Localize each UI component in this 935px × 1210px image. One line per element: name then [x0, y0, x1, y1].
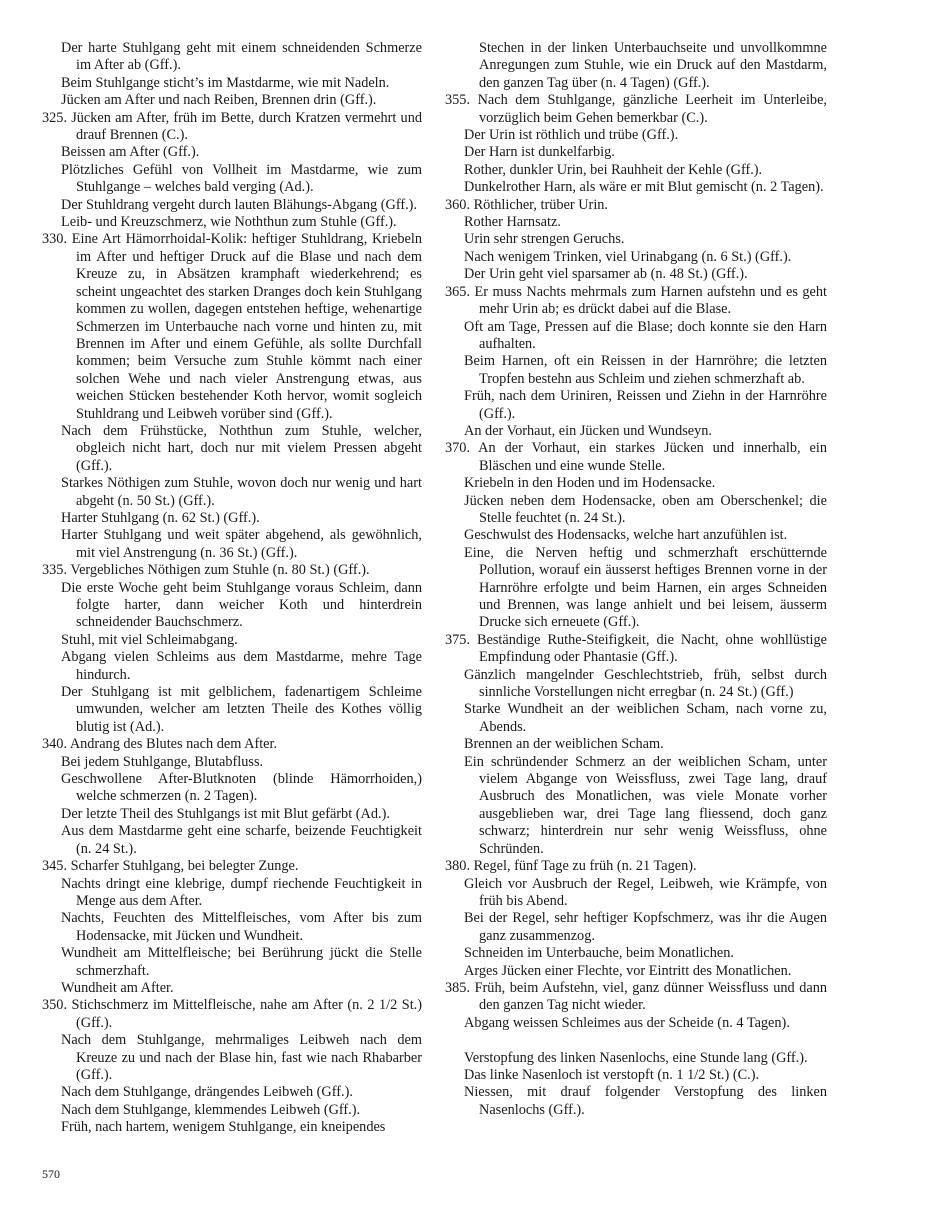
entry-number: 375. [445, 631, 477, 648]
entry-text: Verstopfung des linken Nasenlochs, eine Stunde lang (Gff.). [464, 1049, 808, 1066]
entry-text: Geschwulst des Hodensacks, welche hart anzufühlen ist. [464, 527, 788, 544]
entry-text: Röthlicher, trüber Urin. [473, 196, 609, 213]
symptom-entry [445, 440, 827, 475]
entry-text: Der Stuhlgang ist mit gelblichem, fadenartigem Schleime umwunden, welcher am letzten Theile des Kothes völlig blutig ist (Ad.). [61, 684, 422, 735]
symptom-entry [42, 997, 422, 1032]
entry-text: Das linke Nasenloch ist verstopft (n. 1 1/2 St.) (C.). [464, 1066, 760, 1083]
entry-number: 345. [42, 858, 71, 875]
entry-text: Starkes Nöthigen zum Stuhle, wovon doch nur wenig und hart abgeht (n. 50 St.) (Gff.). [61, 475, 422, 509]
entry-number: 370. [445, 440, 479, 457]
symptom-entry [445, 632, 827, 667]
symptom-entry [445, 231, 827, 248]
symptom-entry [445, 266, 827, 283]
symptom-entry [445, 319, 827, 354]
entry-text: Nach wenigem Trinken, viel Urinabgang (n. 6 St.) (Gff.). [464, 248, 792, 265]
symptom-entry [42, 423, 422, 475]
symptom-entry [445, 40, 827, 92]
entry-number: 335. [42, 562, 71, 579]
symptom-entry [445, 545, 827, 632]
symptom-entry [445, 388, 827, 423]
symptom-entry [42, 632, 422, 649]
entry-text: Andrang des Blutes nach dem After. [69, 736, 278, 753]
symptom-entry [42, 1032, 422, 1084]
symptom-entry [42, 684, 422, 736]
entry-text: Der Urin geht viel sparsamer ab (n. 48 St.) (Gff.). [464, 266, 748, 283]
entry-text: Urin sehr strengen Geruchs. [464, 231, 625, 248]
entry-text: Vergebliches Nöthigen zum Stuhle (n. 80 St.) (Gff.). [70, 562, 370, 579]
entry-text: Scharfer Stuhlgang, bei belegter Zunge. [70, 858, 299, 875]
entry-text: Jücken neben dem Hodensacke, oben am Oberschenkel; die Stelle feuchtet (n. 24 St.). [464, 492, 827, 526]
entry-number: 365. [445, 283, 475, 300]
entry-text: Geschwollene After-Blutknoten (blinde Hämorrhoiden,) welche schmerzen (n. 2 Tagen). [61, 771, 422, 805]
entry-text: Gänzlich mangelnder Geschlechtstrieb, früh, selbst durch sinnliche Vorstellungen nicht erregbar (n. 24 St.) (Gff.) [464, 666, 827, 701]
entry-text: Rother, dunkler Urin, bei Rauhheit der Kehle (Gff.). [464, 161, 763, 178]
symptom-entry [42, 75, 422, 92]
entry-text: Nach dem Stuhlgange, mehrmaliges Leibweh nach dem Kreuze zu und nach der Blase hin, fast wie nach Rhabarber (Gff.). [61, 1032, 422, 1083]
symptom-entry [445, 353, 827, 388]
symptom-entry [42, 110, 422, 145]
symptom-entry [445, 179, 827, 196]
symptom-entry [445, 162, 827, 179]
entry-text: Rother Harnsatz. [464, 214, 561, 231]
symptom-entry [445, 667, 827, 702]
entry-text: An der Vorhaut, ein Jücken und Wundseyn. [464, 422, 712, 439]
symptom-entry [445, 249, 827, 266]
entry-text: Früh, beim Aufstehn, viel, ganz dünner Weissfluss und dann den ganzen Tag nicht wieder. [474, 979, 827, 1014]
entry-text: Der Urin ist röthlich und trübe (Gff.). [464, 127, 679, 144]
symptom-entry [42, 754, 422, 771]
entry-number: 385. [445, 979, 475, 996]
entry-text: Die erste Woche geht beim Stuhlgange voraus Schleim, dann folgte harter, dann weicher Koth und hinterdrein schneidender Bauchschmerz. [61, 579, 422, 631]
entry-number: 380. [445, 858, 474, 875]
symptom-entry [42, 510, 422, 527]
entry-text: Starke Wundheit an der weiblichen Scham, nach vorne zu, Abends. [464, 701, 827, 735]
entry-text: Beim Stuhlgange sticht’s im Mastdarme, wie mit Nadeln. [61, 74, 390, 91]
entry-text: Der Harn ist dunkelfarbig. [464, 144, 615, 161]
entry-text: Kriebeln in den Hoden und im Hodensacke. [464, 475, 716, 492]
symptom-entry [42, 162, 422, 197]
symptom-entry [42, 214, 422, 231]
symptom-entry [445, 701, 827, 736]
symptom-entry [445, 963, 827, 980]
symptom-entry [445, 144, 827, 161]
entry-text: Jücken am After, früh im Bette, durch Kratzen vermehrt und drauf Brennen (C.). [71, 109, 422, 144]
symptom-entry [445, 493, 827, 528]
symptom-entry [42, 910, 422, 945]
entry-text: Früh, nach dem Uriniren, Reissen und Ziehn in der Harnröhre (Gff.). [464, 388, 827, 422]
entry-text: Nachts dringt eine klebrige, dumpf riechende Feuchtigkeit in Menge aus dem After. [61, 875, 422, 909]
symptom-entry [445, 1050, 827, 1067]
entry-text: Der letzte Theil des Stuhlgangs ist mit Blut gefärbt (Ad.). [61, 805, 390, 822]
entry-text: Abgang vielen Schleims aus dem Mastdarme, mehre Tage hindurch. [61, 649, 422, 683]
right-column [445, 40, 827, 1119]
symptom-entry [42, 475, 422, 510]
symptom-entry [42, 580, 422, 632]
symptom-entry [445, 754, 827, 858]
symptom-entry [42, 736, 422, 753]
entry-text: Abgang weissen Schleimes aus der Scheide (n. 4 Tagen). [464, 1014, 790, 1031]
entry-text: Arges Jücken einer Flechte, vor Eintritt des Monatlichen. [464, 962, 792, 979]
symptom-entry [445, 92, 827, 127]
entry-number: 360. [445, 196, 474, 213]
entry-text: Oft am Tage, Pressen auf die Blase; doch konnte sie den Harn aufhalten. [464, 318, 827, 352]
symptom-entry [42, 562, 422, 579]
symptom-entry [445, 980, 827, 1015]
entry-text: Der Stuhldrang vergeht durch lauten Blähungs-Abgang (Gff.). [61, 196, 418, 213]
entry-number: 355. [445, 92, 478, 109]
symptom-entry [42, 40, 422, 75]
symptom-entry [445, 475, 827, 492]
entry-text: Eine Art Hämorrhoidal-Kolik: heftiger Stuhldrang, Kriebeln im After und heftiger Druck auf die Blase und nach dem Kreuze zu, in Absätzen kramphaft wiederkehrend; es scheint ungeachtet des starken Dranges doch kein Stuhlgang kommen zu wollen, dagegen entstehen heftige, wehenartige Schmerzen im Unterbauche nach vorne und hinten zu, mit Brennen im After und einem Gefühle, als sollte Durchfall kommen; beim Versuche zum Stuhle kömmt nach einer solchen Wehe und nach vieler Anstrengung etwas, aus weichen Stücken bestehender Koth hervor, womit sogleich Stuhldrang und Leibweh vorüber sind (Gff.). [71, 231, 422, 422]
entry-text: Niessen, mit drauf folgender Verstopfung des linken Nasenlochs (Gff.). [464, 1084, 827, 1118]
entry-text: Leib- und Kreuzschmerz, wie Noththun zum Stuhle (Gff.). [61, 214, 397, 231]
symptom-entry [445, 214, 827, 231]
entry-text: Regel, fünf Tage zu früh (n. 21 Tagen). [473, 858, 697, 875]
entry-text: Nachts, Feuchten des Mittelfleisches, vom After bis zum Hodensacke, mit Jücken und Wundheit. [61, 910, 422, 944]
entry-text: Bei jedem Stuhlgange, Blutabfluss. [61, 753, 264, 770]
entry-text: Dunkelrother Harn, als wäre er mit Blut gemischt (n. 2 Tagen). [464, 179, 824, 196]
symptom-entry [42, 527, 422, 562]
entry-text: Harter Stuhlgang (n. 62 St.) (Gff.). [61, 509, 260, 526]
symptom-entry [42, 876, 422, 911]
symptom-entry [42, 806, 422, 823]
symptom-entry [42, 144, 422, 161]
symptom-entry [42, 231, 422, 422]
page-number: 570 [42, 1167, 60, 1181]
entry-text: Beissen am After (Gff.). [61, 144, 200, 161]
entry-text: Jücken am After und nach Reiben, Brennen drin (Gff.). [61, 92, 377, 109]
symptom-entry [42, 823, 422, 858]
entry-text: Der harte Stuhlgang geht mit einem schneidenden Schmerze im After ab (Gff.). [61, 40, 422, 74]
entry-text: Aus dem Mastdarme geht eine scharfe, beizende Feuchtigkeit (n. 24 St.). [61, 823, 422, 857]
symptom-entry [445, 197, 827, 214]
entry-text: Stuhl, mit viel Schleimabgang. [61, 631, 238, 648]
entry-text: Beständige Ruthe-Steifigkeit, die Nacht, ohne wohllüstige Empfindung oder Phantasie (Gff.). [476, 631, 828, 666]
symptom-entry [445, 284, 827, 319]
entry-text: Nach dem Stuhlgange, drängendes Leibweh (Gff.). [61, 1084, 353, 1101]
entry-text: Nach dem Frühstücke, Noththun zum Stuhle, welcher, obgleich nicht hart, doch nur mit vielem Pressen abgeht (Gff.). [61, 422, 422, 474]
symptom-entry [42, 858, 422, 875]
entry-text: Nach dem Stuhlgange, gänzliche Leerheit im Unterleibe, vorzüglich beim Gehen bemerkbar (C.). [477, 92, 827, 126]
symptom-entry [42, 1102, 422, 1119]
entry-text: Gleich vor Ausbruch der Regel, Leibweh, wie Krämpfe, von früh bis Abend. [464, 875, 827, 909]
symptom-entry [445, 1084, 827, 1119]
symptom-entry [445, 527, 827, 544]
entry-number: 340. [42, 736, 70, 753]
symptom-entry [445, 910, 827, 945]
symptom-entry [445, 945, 827, 962]
entry-text: Plötzliches Gefühl von Vollheit im Mastdarme, wie zum Stuhlgange – welches bald verging (Ad.). [61, 161, 422, 196]
entry-text: Früh, nach hartem, wenigem Stuhlgange, ein kneipendes [61, 1119, 386, 1136]
symptom-entry [42, 771, 422, 806]
symptom-entry [42, 92, 422, 109]
left-column [42, 40, 422, 1137]
symptom-entry [445, 1015, 827, 1032]
entry-number: 330. [42, 231, 72, 248]
symptom-entry [445, 736, 827, 753]
entry-number: 325. [42, 109, 72, 126]
symptom-entry [445, 1067, 827, 1084]
entry-text: Er muss Nachts mehrmals zum Harnen aufstehn und es geht mehr Urin ab; es drückt dabei auf die Blase. [474, 283, 827, 318]
entry-text: Wundheit am After. [61, 979, 174, 996]
symptom-entry [445, 876, 827, 911]
entry-number: 350. [42, 997, 72, 1014]
entry-text: Stichschmerz im Mittelfleische, nahe am After (n. 2 1/2 St.) (Gff.). [71, 997, 423, 1031]
symptom-entry [445, 127, 827, 144]
entry-text: Wundheit am Mittelfleische; bei Berührung jückt die Stelle schmerzhaft. [61, 945, 422, 979]
entry-text: Bei der Regel, sehr heftiger Kopfschmerz, was ihr die Augen ganz zusammenzog. [464, 910, 827, 944]
entry-text: An der Vorhaut, ein starkes Jücken und innerhalb, ein Bläschen und eine wunde Stelle. [478, 440, 827, 474]
entry-text: Beim Harnen, oft ein Reissen in der Harnröhre; die letzten Tropfen bestehn aus Schleim und ziehen schmerzhaft ab. [464, 353, 827, 387]
symptom-entry [42, 1084, 422, 1101]
symptom-entry [445, 858, 827, 875]
symptom-entry [42, 945, 422, 980]
entry-text: Schneiden im Unterbauche, beim Monatlichen. [464, 945, 734, 962]
entry-text: Nach dem Stuhlgange, klemmendes Leibweh (Gff.). [61, 1101, 361, 1118]
entry-text: Stechen in der linken Unterbauchseite und unvollkommne Anregungen zum Stuhle, wie ein Druck auf den Mastdarm, den ganzen Tag über (n. 4 Tagen) (Gff.). [479, 40, 827, 91]
symptom-entry [42, 1119, 422, 1136]
entry-text: Harter Stuhlgang und weit später abgehend, als gewöhnlich, mit viel Anstrengung (n. 36 St.) (Gff.). [61, 527, 422, 561]
entry-text: Eine, die Nerven heftig und schmerzhaft erschütternde Pollution, worauf ein äusserst heftiges Brennen vorne in der Harnröhre erfolgte und beim Harnen, ein arges Schneiden und Brennen, was lange anhielt und bei leisem, äusserm Drucke sich erneuete (Gff.). [464, 544, 827, 631]
symptom-entry [42, 649, 422, 684]
entry-text: Brennen an der weiblichen Scham. [464, 736, 664, 753]
symptom-entry [445, 423, 827, 440]
symptom-entry [42, 197, 422, 214]
symptom-entry [42, 980, 422, 997]
entry-text: Ein schründender Schmerz an der weiblichen Scham, unter vielem Abgange von Weissfluss, zwei Tage lang, drauf Ausbruch des Monatlichen, was viele Monate vorher ausgeblieben war, drei Tage lang fliessend, doch ganz schwarz; hinterdrein nur sehr wenig Weissfluss, ohne Schründen. [464, 753, 827, 857]
